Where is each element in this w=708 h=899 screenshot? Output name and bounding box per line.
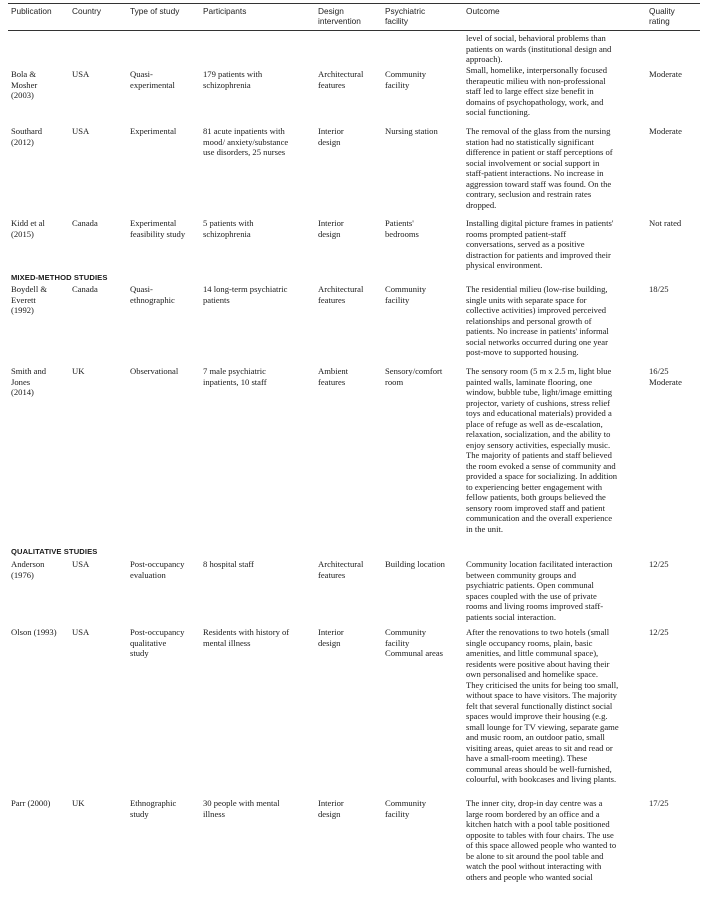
header-quality-rating: Quality rating	[649, 6, 675, 27]
cell-publication: Boydell & Everett (1992)	[11, 284, 48, 315]
cell-quality: 16/25 Moderate	[649, 366, 682, 387]
header-participants: Participants	[203, 6, 247, 16]
cell-publication: Bola & Mosher (2003)	[11, 69, 38, 100]
cell-country: USA	[72, 627, 90, 637]
cell-country: Canada	[72, 284, 98, 294]
cell-outcome: The sensory room (5 m x 2.5 m, light blue painted walls, laminate flooring, one window, bubble tube, light/image emitting projector, variety of cushions, stress relief toys and educational materials) provided a place of refuge as well as de-escalation, relaxation, socialization, and the ability to enjoy sensory activities, especially music. The majority of patients and staff believed the room evoked a sense of community and provided a space for socializing. In addition to experiencing better engagement with fellow patients, both groups believed the sensory room improved staff and patient communication and the overall experience in the unit.	[466, 366, 618, 534]
cell-facility: Building location	[385, 559, 445, 569]
cell-outcome: Installing digital picture frames in patients' rooms prompted patient-staff conversations, served as a positive distraction for patients and improved their physical environment.	[466, 218, 614, 270]
table-top-rule	[8, 3, 700, 4]
continued-outcome-text: level of social, behavioral problems than patients on wards (institutional design and approach).	[466, 33, 612, 64]
cell-country: USA	[72, 69, 90, 79]
cell-design: Architectural features	[318, 559, 364, 580]
cell-facility: Nursing station	[385, 126, 438, 136]
cell-participants: 30 people with mental illness	[203, 798, 280, 819]
cell-design: Interior design	[318, 218, 344, 239]
cell-participants: 81 acute inpatients with mood/ anxiety/substance use disorders, 25 nurses	[203, 126, 289, 157]
header-psychiatric-facility: Psychiatric facility	[385, 6, 426, 27]
cell-quality: Moderate	[649, 69, 682, 79]
cell-outcome: The residential milieu (low-rise building, single units with separate space for collective activities) improved perceived relationships and personal growth of patients. No increase in patients' informal social networks occurred during one year post-move to supported housing.	[466, 284, 609, 357]
cell-facility: Sensory/comfort room	[385, 366, 443, 387]
cell-publication: Parr (2000)	[11, 798, 51, 808]
cell-design: Ambient features	[318, 366, 349, 387]
cell-participants: 8 hospital staff	[203, 559, 254, 569]
cell-facility: Community facility	[385, 69, 427, 90]
section-heading-mixed-method: MIXED-METHOD STUDIES	[11, 273, 108, 282]
cell-quality: 12/25	[649, 627, 669, 637]
cell-participants: 7 male psychiatric inpatients, 10 staff	[203, 366, 267, 387]
cell-facility: Community facility Communal areas	[385, 627, 443, 658]
cell-country: USA	[72, 126, 90, 136]
cell-type: Post-occupancy evaluation	[130, 559, 185, 580]
header-publication: Publication	[11, 6, 52, 16]
cell-participants: 14 long-term psychiatric patients	[203, 284, 288, 305]
cell-quality: Not rated	[649, 218, 682, 228]
cell-country: Canada	[72, 218, 98, 228]
cell-publication: Anderson (1976)	[11, 559, 45, 580]
cell-facility: Patients' bedrooms	[385, 218, 419, 239]
cell-type: Post-occupancy qualitative study	[130, 627, 185, 658]
cell-design: Architectural features	[318, 284, 364, 305]
header-bottom-rule	[8, 30, 700, 31]
cell-quality: Moderate	[649, 126, 682, 136]
cell-outcome: The removal of the glass from the nursing station had no statistically significant difference in patient or staff perceptions of social involvement or social support in staff-patient interactions. No increase in aggression toward staff was found. On the contrary, seclusion and restrain rates dropped.	[466, 126, 613, 210]
cell-facility: Community facility	[385, 284, 427, 305]
cell-country: UK	[72, 366, 85, 376]
cell-participants: 5 patients with schizophrenia	[203, 218, 254, 239]
cell-type: Observational	[130, 366, 179, 376]
header-country: Country	[72, 6, 102, 16]
cell-design: Interior design	[318, 126, 344, 147]
cell-design: Interior design	[318, 798, 344, 819]
cell-type: Quasi- experimental	[130, 69, 175, 90]
header-design-intervention: Design intervention	[318, 6, 361, 27]
cell-publication: Kidd et al (2015)	[11, 218, 45, 239]
cell-facility: Community facility	[385, 798, 427, 819]
cell-quality: 17/25	[649, 798, 669, 808]
section-heading-qualitative: QUALITATIVE STUDIES	[11, 547, 98, 556]
header-type-of-study: Type of study	[130, 6, 180, 16]
cell-type: Ethnographic study	[130, 798, 177, 819]
cell-publication: Smith and Jones (2014)	[11, 366, 47, 397]
cell-design: Interior design	[318, 627, 344, 648]
cell-type: Quasi- ethnographic	[130, 284, 175, 305]
cell-country: USA	[72, 559, 90, 569]
cell-quality: 12/25	[649, 559, 669, 569]
cell-design: Architectural features	[318, 69, 364, 90]
cell-type: Experimental feasibility study	[130, 218, 186, 239]
cell-type: Experimental	[130, 126, 177, 136]
cell-quality: 18/25	[649, 284, 669, 294]
cell-outcome: Small, homelike, interpersonally focused therapeutic milieu with non-professional staff led to large effect size benefit in domains of psychopathology, work, and social functioning.	[466, 65, 608, 117]
cell-publication: Southard (2012)	[11, 126, 43, 147]
header-outcome: Outcome	[466, 6, 500, 16]
cell-publication: Olson (1993)	[11, 627, 57, 637]
cell-outcome: Community location facilitated interaction between community groups and psychiatric patients. Open communal spaces coupled with the use of private rooms and living rooms improved staff- patients social interaction.	[466, 559, 613, 622]
cell-country: UK	[72, 798, 85, 808]
cell-outcome: After the renovations to two hotels (small single occupancy rooms, plain, basic amenities, and little communal space), residents were positive about having their own personalised and homelike space. They criticised the units for being too small, without space to have visitors. The majority felt that several functionally distinct social spaces would improve their housing (e.g. small lounge for TV viewing, separate game and music room, an outdoor patio, small visiting areas, quiet areas to sit and read or have a small-room meeting). These communal areas should be well-furnished, colourful, with bookcases and living plants.	[466, 627, 619, 784]
cell-outcome: The inner city, drop-in day centre was a large room bordered by an office and a kitchen hatch with a pool table positioned opposite to tables with four chairs. The use of this space allowed people who wanted to be alone to sit around the pool table and watch the pool without interacting with others and people who wanted social	[466, 798, 617, 882]
cell-participants: Residents with history of mental illness	[203, 627, 290, 648]
cell-participants: 179 patients with schizophrenia	[203, 69, 263, 90]
